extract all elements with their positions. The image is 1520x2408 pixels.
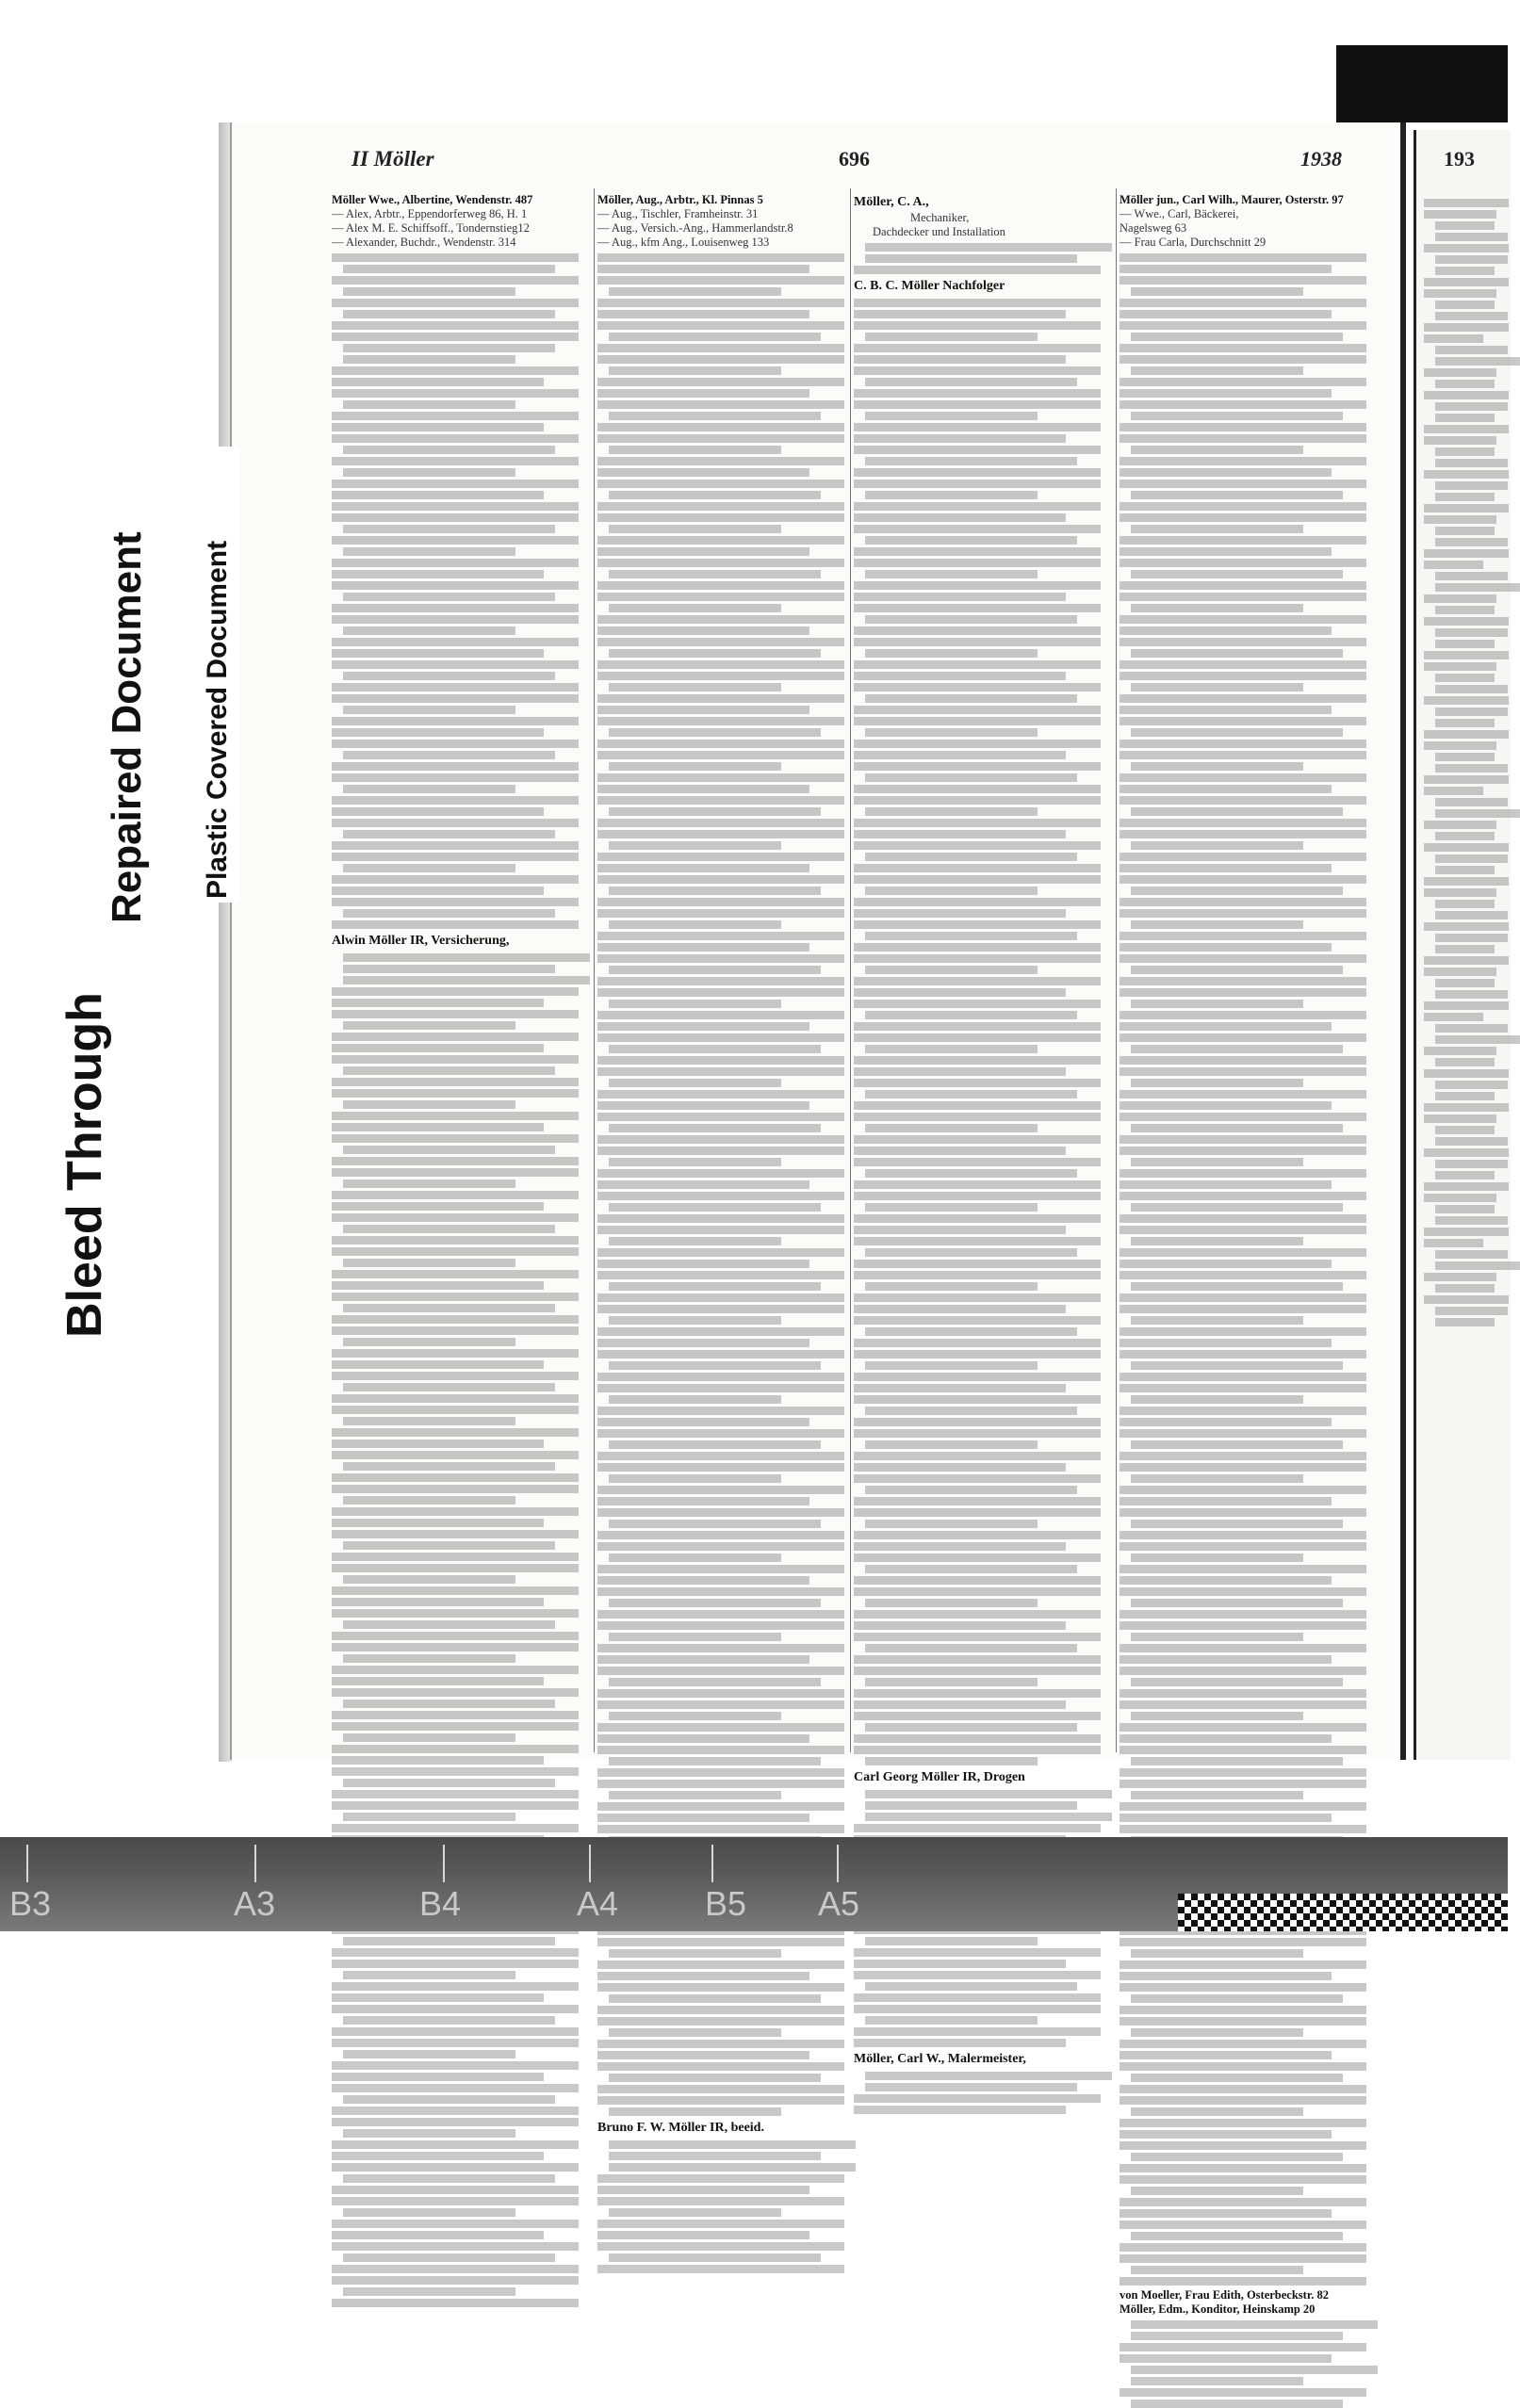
- calibration-checkerboard: [1178, 1894, 1508, 1931]
- facing-page-header: 193: [1444, 147, 1475, 171]
- column-entries: [854, 193, 1101, 239]
- directory-column-4: [1120, 193, 1366, 2316]
- directory-entry-bold: Bruno F. W. Möller IR, beeid.: [597, 2121, 764, 2135]
- column-rule: [1116, 188, 1117, 1752]
- column-entries: [597, 193, 844, 250]
- directory-entry: Nagelsweg 63: [1120, 221, 1187, 235]
- scan-calibration-strip: [0, 1837, 1508, 1931]
- facing-page-column: [1424, 196, 1509, 1755]
- directory-entry: — Alex M. E. Schiffsoff., Tondernstieg12: [332, 221, 530, 235]
- directory-entry: Dachdecker und Installation: [873, 225, 1005, 238]
- calibration-tick: [711, 1845, 713, 1882]
- column-entries: [1120, 193, 1366, 250]
- calibration-label: A4: [577, 1884, 619, 1923]
- directory-entry: — Aug., Tischler, Framheinstr. 31: [597, 207, 759, 220]
- column-entries: [1120, 2288, 1366, 2317]
- directory-entry: — Alexander, Buchdr., Wendenstr. 314: [332, 236, 516, 249]
- directory-entry: — Aug., kfm Ang., Louisenweg 133: [597, 236, 770, 249]
- calibration-label: B4: [419, 1884, 462, 1923]
- bleed-through-mark: Bleed Through: [57, 992, 112, 1338]
- illegible-text-block: [1424, 199, 1509, 1326]
- calibration-tick: [26, 1845, 28, 1882]
- directory-entry-bold: Alwin Möller IR, Versicherung,: [332, 934, 510, 948]
- column-rule: [850, 188, 851, 1752]
- page-number: 696: [839, 147, 870, 171]
- calibration-label: A5: [818, 1884, 860, 1923]
- section-heading: II Möller: [351, 147, 434, 171]
- illegible-text-block: [597, 2140, 844, 2273]
- column-entries: [332, 193, 579, 250]
- illegible-text-block: [332, 253, 579, 929]
- directory-entry: Möller, Aug., Arbtr., Kl. Pinnas 5: [597, 193, 763, 206]
- directory-entry: — Alex, Arbtr., Eppendorferweg 86, H. 1: [332, 207, 528, 220]
- directory-entry: Möller Wwe., Albertine, Wendenstr. 487: [332, 193, 533, 206]
- calibration-tick: [837, 1845, 839, 1882]
- column-entries: [854, 2050, 1101, 2068]
- directory-entry: Möller, Edm., Konditor, Heinskamp 20: [1120, 2302, 1316, 2316]
- facing-page-edge: [1414, 130, 1511, 1760]
- calibration-tick: [254, 1845, 256, 1882]
- calibration-tick: [443, 1845, 445, 1882]
- repaired-document-mark: Repaired Document: [104, 531, 150, 923]
- column-rule: [594, 188, 595, 1752]
- illegible-text-block: [854, 2072, 1101, 2114]
- illegible-text-block: [1120, 253, 1366, 2286]
- illegible-text-block: [1120, 2320, 1366, 2408]
- directory-entry: — Frau Carla, Durchschnitt 29: [1120, 236, 1267, 249]
- calibration-label: B3: [9, 1884, 52, 1923]
- illegible-text-block: [854, 243, 1101, 274]
- directory-entry-bold: Möller, C. A.,: [854, 195, 929, 209]
- column-entries: [854, 1768, 1101, 1786]
- directory-entry-bold: Möller, Carl W., Malermeister,: [854, 2052, 1026, 2066]
- directory-entry: — Wwe., Carl, Bäckerei,: [1120, 207, 1239, 220]
- column-entries: [332, 932, 579, 950]
- scan-frame-corner: [1336, 45, 1508, 122]
- illegible-text-block: [854, 299, 1101, 1765]
- directory-entry-bold: C. B. C. Möller Nachfolger: [854, 279, 1005, 293]
- directory-entry: Möller jun., Carl Wilh., Maurer, Osterstr. 97: [1120, 193, 1344, 206]
- directory-entry-bold: Carl Georg Möller IR, Drogen: [854, 1770, 1025, 1784]
- illegible-text-block: [332, 953, 579, 2307]
- year-label: 1938: [1300, 147, 1342, 171]
- directory-entry: — Aug., Versich.-Ang., Hammerlandstr.8: [597, 221, 793, 235]
- calibration-label: B5: [705, 1884, 747, 1923]
- plastic-covered-mark: Plastic Covered Document: [202, 540, 233, 899]
- directory-entry: von Moeller, Frau Edith, Osterbeckstr. 82: [1120, 2288, 1329, 2302]
- column-entries: [597, 2119, 844, 2137]
- calibration-tick: [589, 1845, 591, 1882]
- directory-column-3: [854, 193, 1101, 2066]
- column-entries: [854, 277, 1101, 295]
- directory-column-1: [332, 193, 579, 1752]
- calibration-label: A3: [234, 1884, 276, 1923]
- directory-entry: Mechaniker,: [910, 211, 970, 224]
